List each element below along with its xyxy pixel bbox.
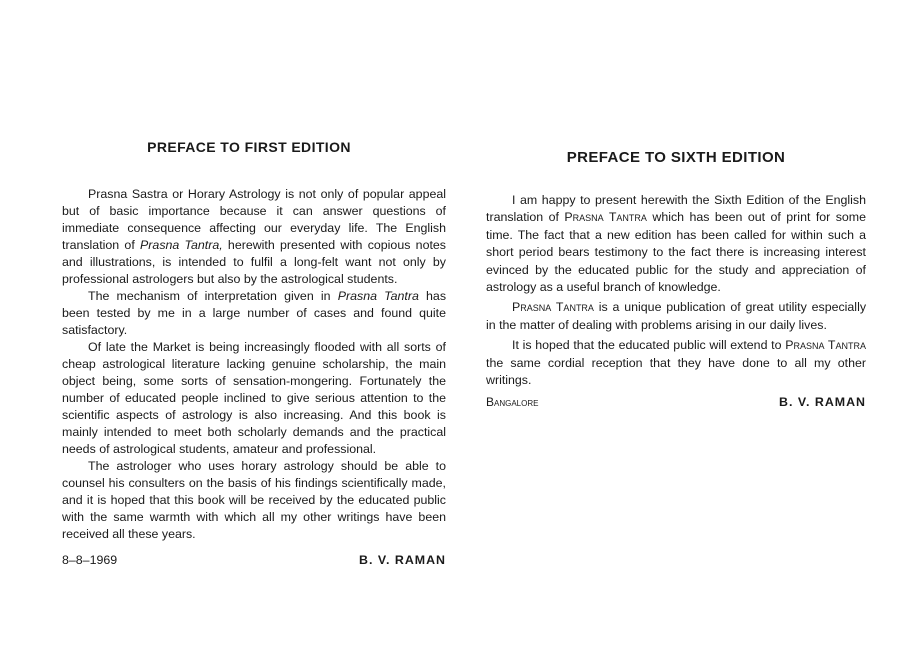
first-preface-body (62, 186, 446, 543)
first-preface-paragraph-1 (62, 186, 446, 288)
preface-place: Bangalore (486, 395, 539, 410)
sixth-preface-paragraph-3 (486, 337, 866, 389)
book-title-italic: Prasna Tantra (337, 289, 419, 303)
preface-date: 8–8–1969 (62, 553, 118, 567)
book-title-smallcaps: Prasna Tantra (785, 338, 866, 353)
first-preface-paragraph-4: The astrologer who uses horary astrology should be able to counsel his consulters on the basis of his findings scientifically made, and it is hoped that this book will be received by the educated public with the same warmth with which all my other writings have been received all these years. (62, 459, 446, 541)
text-run: is a unique publication of great utility especially in the matter of dealing with problems arising in our daily lives. (486, 300, 867, 332)
text-run: I am happy to present herewith the Sixth Edition of the English translation of (486, 193, 866, 225)
book-title-smallcaps: Prasna Tantra (564, 210, 647, 225)
text-run: herewith presented with copious notes and illustrations, is intended to fulfil a long-felt want not only by professional astrologers but also by the astrological students. (62, 238, 446, 286)
first-preface-signature-line (62, 553, 446, 567)
sixth-preface-title: PREFACE TO SIXTH EDITION (566, 149, 786, 166)
first-preface-paragraph-3: Of late the Market is being increasingly flooded with all sorts of cheap astrological literature lacking genuine scholarship, the main object being, some sorts of sensation-mongering. Fortunately the number of educated people inclined to give serious attention to the scientific aspects of astrology is also increasing. And this book is mainly intended to meet both scholarly demands and the practical needs of astrological students, amateur and professional. (62, 340, 446, 456)
sixth-preface-body (486, 192, 866, 389)
book-title-italic: Prasna Tantra, (140, 238, 223, 252)
text-run: The mechanism of interpretation given in (88, 289, 338, 303)
book-title-smallcaps: Prasna Tantra (512, 300, 594, 315)
sixth-preface-signature-line (486, 395, 866, 409)
text-run: has been tested by me in a large number of cases and found quite satisfactory. (62, 289, 447, 337)
text-run: the same cordial reception that they have done to all my other writings. (486, 355, 866, 388)
author-signature: B. V. RAMAN (779, 395, 866, 410)
sixth-preface-paragraph-2 (486, 299, 866, 334)
author-signature: B. V. RAMAN (359, 553, 446, 567)
text-run: Prasna Sastra or Horary Astrology is not only of popular appeal but of basic importance because it can answer questions of immediate consequence affecting our everyday life. The English translation of (62, 187, 446, 252)
first-preface-paragraph-2 (62, 288, 446, 339)
text-run: which has been out of print for some time. The fact that a new edition has been called for within such a short period bears testimony to the fact there is increasing interest evinced by the educated public for the study and appreciation of astrology as a useful branch of knowledge. (486, 210, 867, 295)
sixth-edition-preface (486, 149, 866, 409)
sixth-preface-paragraph-1 (486, 192, 866, 296)
first-preface-title: PREFACE TO FIRST EDITION (147, 139, 351, 155)
first-edition-preface (62, 139, 446, 567)
text-run: It is hoped that the educated public will extend to (512, 338, 786, 353)
